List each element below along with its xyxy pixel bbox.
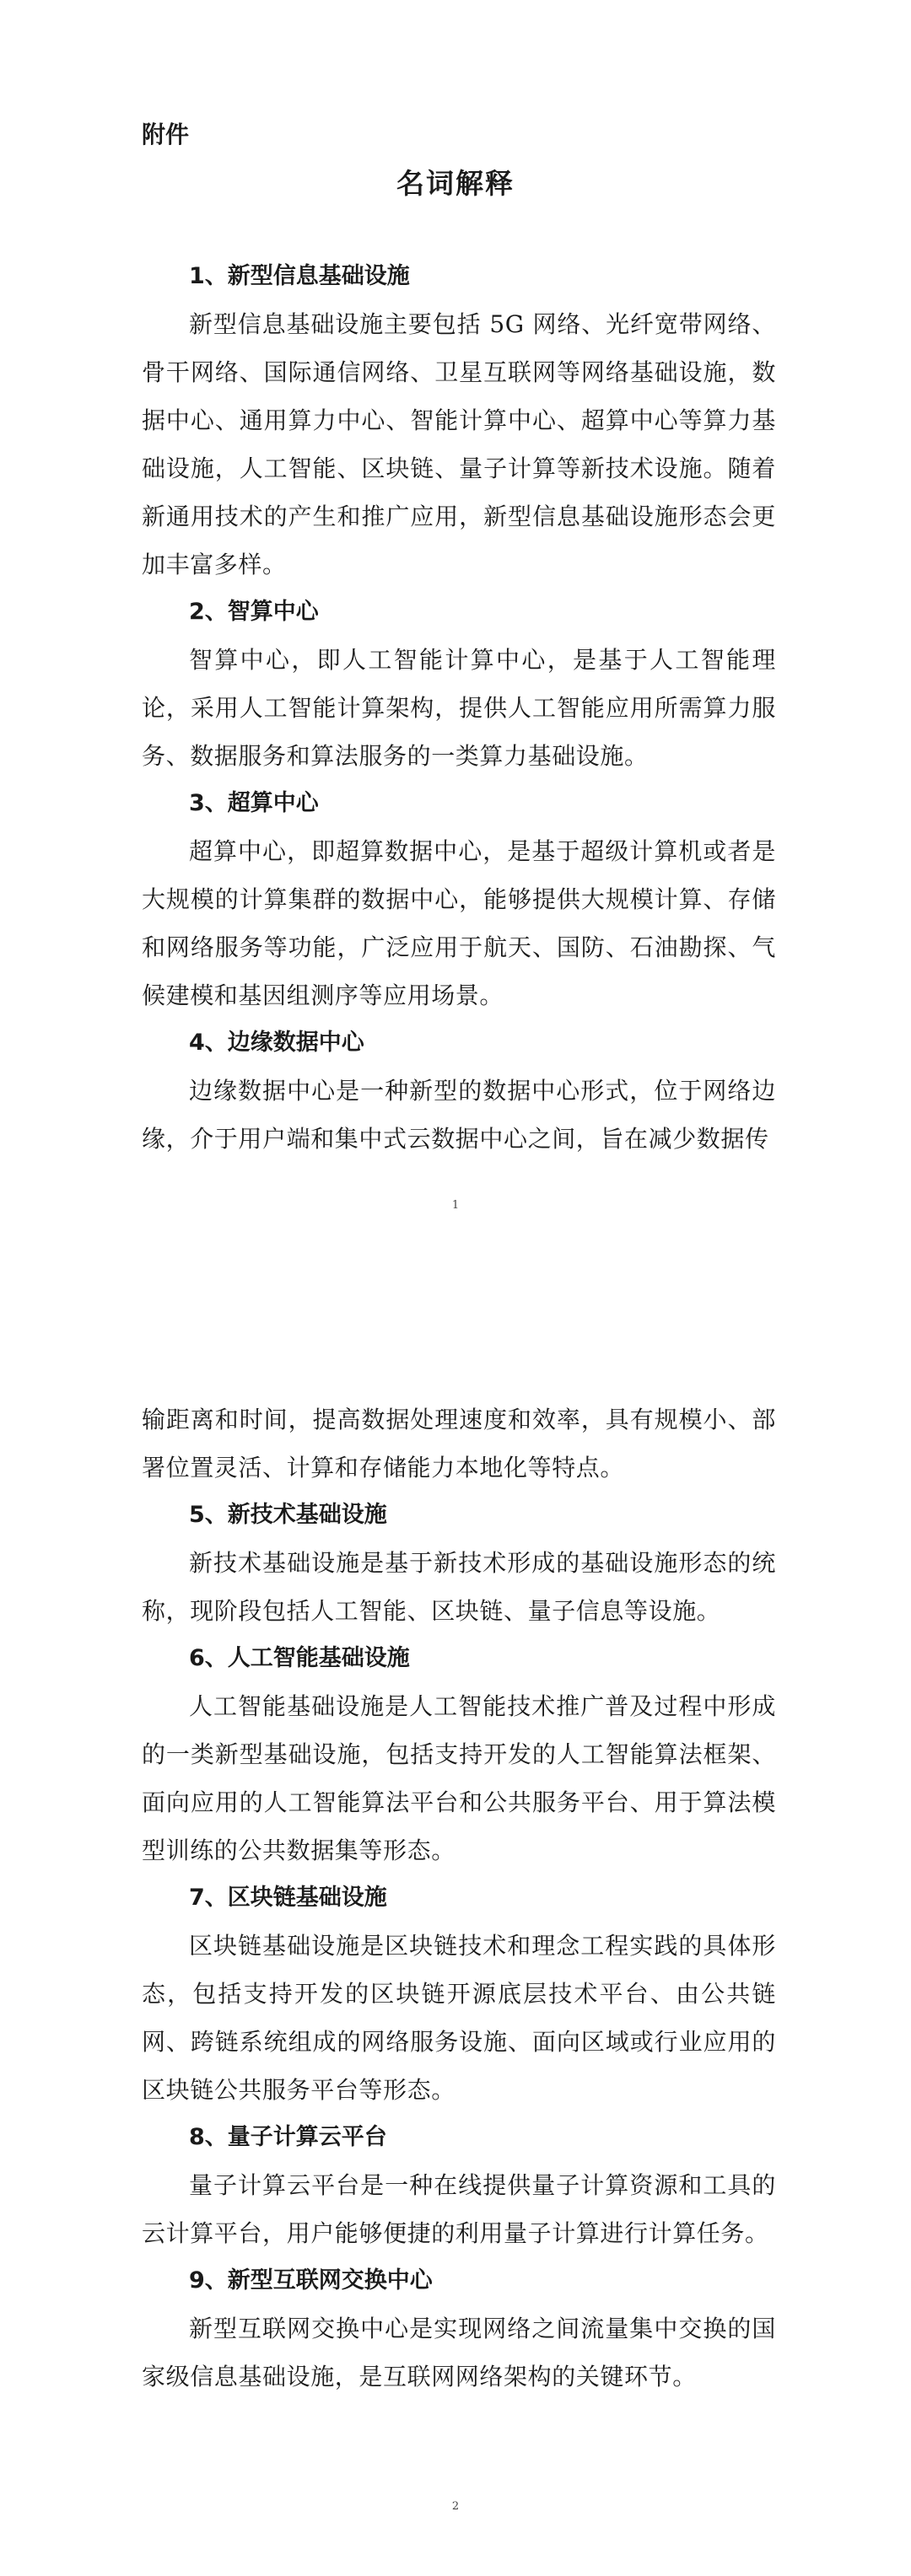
section-2 <box>142 589 776 780</box>
page-2-content <box>142 1396 776 2401</box>
section-heading: 4、边缘数据中心 <box>189 1030 364 1056</box>
section-body: 量子计算云平台是一种在线提供量子计算资源和工具的云计算平台，用户能够便捷的利用量子计算进行计算任务。 <box>142 2171 776 2247</box>
section-heading: 5、新技术基础设施 <box>189 1502 387 1528</box>
section-7 <box>142 1874 776 2114</box>
section-body: 边缘数据中心是一种新型的数据中心形式，位于网络边缘，介于用户端和集中式云数据中心之间，旨在减少数据传 <box>142 1077 776 1153</box>
section-4 <box>142 1019 776 1163</box>
section-body: 新型互联网交换中心是实现网络之间流量集中交换的国家级信息基础设施，是互联网网络架构的关键环节。 <box>142 2315 776 2390</box>
section-heading: 9、新型互联网交换中心 <box>189 2267 433 2294</box>
document-page-2 <box>0 1311 911 2576</box>
section-body: 人工智能基础设施是人工智能技术推广普及过程中形成的一类新型基础设施，包括支持开发的人工智能算法框架、面向应用的人工智能算法平台和公共服务平台、用于算法模型训练的公共数据集等形态。 <box>142 1692 776 1864</box>
section-body: 区块链基础设施是区块链技术和理念工程实践的具体形态，包括支持开发的区块链开源底层技术平台、由公共链网、跨链系统组成的网络服务设施、面向区域或行业应用的区块链公共服务平台等形态。 <box>142 1932 776 2104</box>
section-heading: 2、智算中心 <box>189 599 319 625</box>
section-1 <box>142 253 776 589</box>
section-6 <box>142 1635 776 1874</box>
attachment-label: 附件 <box>142 121 190 148</box>
page-gap <box>0 1265 911 1311</box>
section-3 <box>142 780 776 1019</box>
continued-paragraph: 输距离和时间，提高数据处理速度和效率，具有规模小、部署位置灵活、计算和存储能力本地化等特点。 <box>142 1406 776 1482</box>
section-9 <box>142 2257 776 2401</box>
section-body: 超算中心，即超算数据中心，是基于超级计算机或者是大规模的计算集群的数据中心，能够提供大规模计算、存储和网络服务等功能，广泛应用于航天、国防、石油勘探、气候建模和基因组测序等应用场景。 <box>142 837 776 1009</box>
section-heading: 1、新型信息基础设施 <box>189 263 410 289</box>
document-title: 名词解释 <box>396 167 515 200</box>
section-body: 智算中心，即人工智能计算中心，是基于人工智能理论，采用人工智能计算架构，提供人工智能应用所需算力服务、数据服务和算法服务的一类算力基础设施。 <box>142 646 776 770</box>
page-number: 2 <box>451 2500 460 2513</box>
page-1-content <box>142 253 776 1163</box>
section-heading: 3、超算中心 <box>189 790 319 816</box>
section-body: 新型信息基础设施主要包括 5G 网络、光纤宽带网络、骨干网络、国际通信网络、卫星互联网等网络基础设施，数据中心、通用算力中心、智能计算中心、超算中心等算力基础设施，人工智能、区块链、量子计算等新技术设施。随着新通用技术的产生和推广应用，新型信息基础设施形态会更加丰富多样。 <box>142 310 776 578</box>
section-5 <box>142 1492 776 1635</box>
section-heading: 6、人工智能基础设施 <box>189 1645 410 1671</box>
section-heading: 7、区块链基础设施 <box>189 1885 387 1911</box>
section-body: 新技术基础设施是基于新技术形成的基础设施形态的统称，现阶段包括人工智能、区块链、量子信息等设施。 <box>142 1549 776 1625</box>
document-page-1 <box>0 0 911 1265</box>
section-8 <box>142 2114 776 2257</box>
page-number: 1 <box>451 1199 460 1212</box>
section-heading: 8、量子计算云平台 <box>189 2124 387 2150</box>
